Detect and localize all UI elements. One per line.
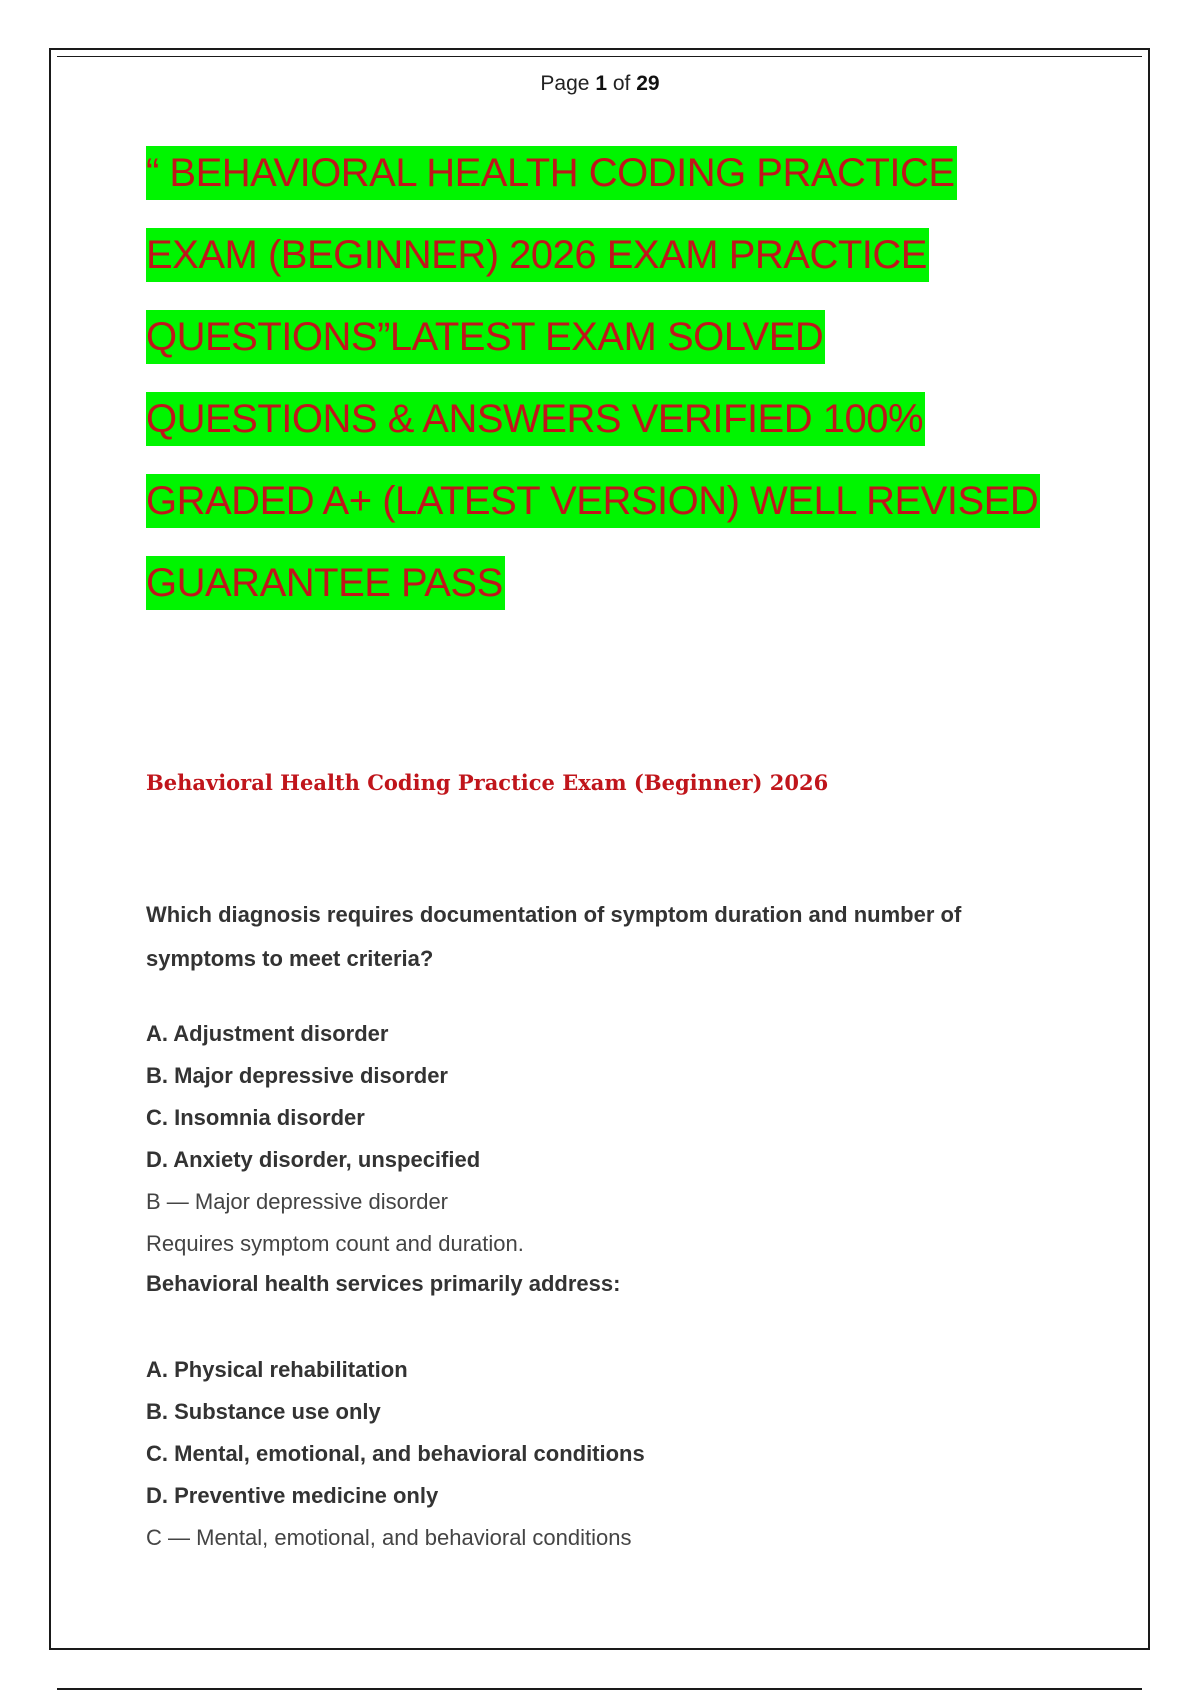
title-line: GRADED A+ (LATEST VERSION) WELL REVISED xyxy=(146,474,1086,556)
section-subtitle: Behavioral Health Coding Practice Exam (Beginner) 2026 xyxy=(146,770,829,795)
frame-top-rule xyxy=(57,56,1142,57)
question-block xyxy=(146,1265,1066,1559)
rationale-text: Requires symptom count and duration. xyxy=(146,1231,524,1256)
option-item: D. Preventive medicine only xyxy=(146,1483,439,1508)
option-list xyxy=(146,1349,1066,1517)
option-item: B. Substance use only xyxy=(146,1399,381,1424)
question-text: Behavioral health services primarily address: xyxy=(146,1271,621,1296)
question-block xyxy=(146,893,1066,1265)
page-of: of xyxy=(612,72,631,95)
page-current: 1 xyxy=(595,72,607,95)
option-list xyxy=(146,1013,1066,1181)
title-line: QUESTIONS & ANSWERS VERIFIED 100% xyxy=(146,392,1086,474)
option-item: A. Physical rehabilitation xyxy=(146,1357,408,1382)
option-item: A. Adjustment disorder xyxy=(146,1021,389,1046)
option-item: C. Mental, emotional, and behavioral conditions xyxy=(146,1441,645,1466)
page-indicator xyxy=(0,72,1200,96)
page-total: 29 xyxy=(636,72,660,95)
title-line: QUESTIONS”LATEST EXAM SOLVED xyxy=(146,310,1086,392)
document-title xyxy=(146,146,1086,638)
page-label: Page xyxy=(540,72,590,95)
option-item: C. Insomnia disorder xyxy=(146,1105,365,1130)
option-item: B. Major depressive disorder xyxy=(146,1063,448,1088)
answer-text: C — Mental, emotional, and behavioral conditions xyxy=(146,1525,632,1550)
title-line: “ BEHAVIORAL HEALTH CODING PRACTICE xyxy=(146,146,1086,228)
next-page-rule xyxy=(57,1688,1142,1690)
question-content xyxy=(146,893,1066,1559)
answer-text: B — Major depressive disorder xyxy=(146,1189,449,1214)
option-item: D. Anxiety disorder, unspecified xyxy=(146,1147,481,1172)
question-text: Which diagnosis requires documentation of symptom duration and number of symptoms to meet criteria? xyxy=(146,902,962,971)
title-line: EXAM (BEGINNER) 2026 EXAM PRACTICE xyxy=(146,228,1086,310)
title-line: GUARANTEE PASS xyxy=(146,556,1086,638)
